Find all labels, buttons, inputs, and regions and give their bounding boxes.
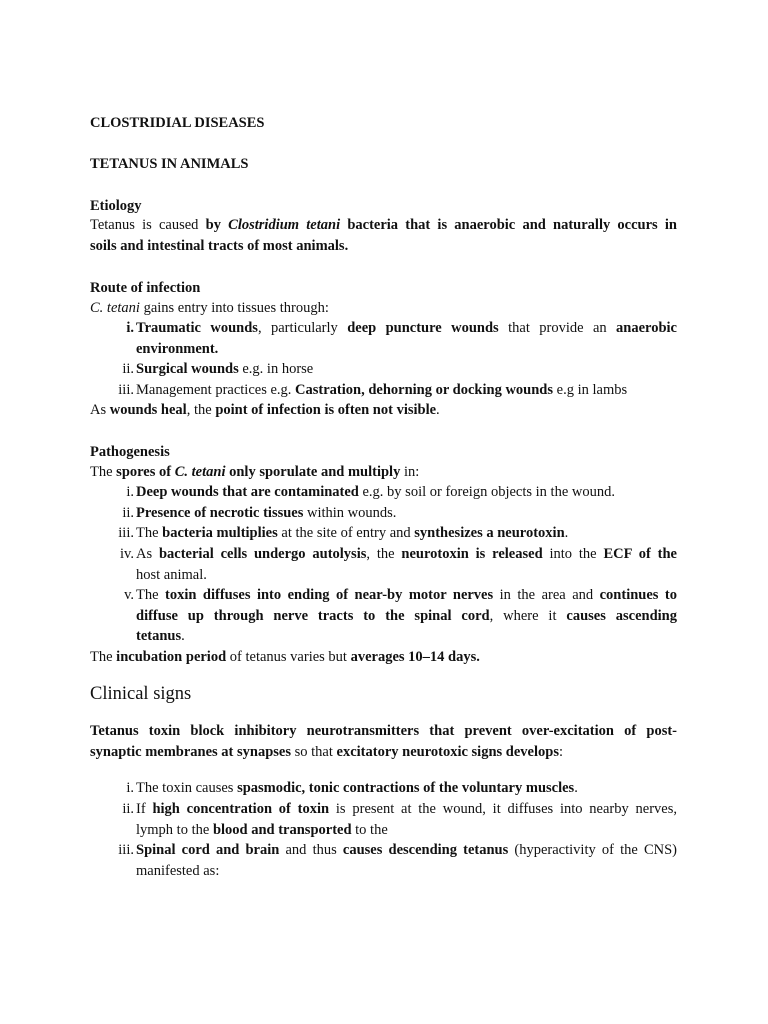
- list-item: iii. Spinal cord and brain and thus causes descending tetanus (hyperactivity of the CNS) manifested as:: [118, 842, 677, 879]
- pathogenesis-heading: Pathogenesis: [90, 444, 170, 460]
- clinical-signs-heading: Clinical signs: [90, 684, 192, 704]
- route-heading: Route of infection: [90, 280, 201, 296]
- route-closing: As wounds heal, the point of infection is often not visible.: [90, 402, 440, 418]
- list-item: iii. The bacteria multiplies at the site of entry and synthesizes a neurotoxin.: [118, 525, 569, 541]
- route-intro: C. tetani gains entry into tissues through:: [90, 300, 329, 316]
- pathogenesis-intro: The spores of C. tetani only sporulate and multiply in:: [90, 464, 420, 480]
- etiology-paragraph: Tetanus is caused by Clostridium tetani bacteria that is anaerobic and naturally occurs in soils and intestinal tracts of most animals.: [90, 217, 677, 254]
- list-item: iii. Management practices e.g. Castration, dehorning or docking wounds e.g in lambs: [118, 382, 628, 398]
- list-item: i. Deep wounds that are contaminated e.g. by soil or foreign objects in the wound.: [126, 484, 615, 500]
- document-title: CLOSTRIDIAL DISEASES: [90, 115, 265, 131]
- list-item: ii. If high concentration of toxin is present at the wound, it diffuses into nearby nerves, lymph to the blood and transported to the: [122, 801, 677, 838]
- list-item: iv. As bacterial cells undergo autolysis, the neurotoxin is released into the ECF of the host animal.: [120, 546, 677, 583]
- clinical-intro: Tetanus toxin block inhibitory neurotransmitters that prevent over-excitation of post- synaptic membranes at synapses so that excitatory neurotoxic signs develops:: [90, 723, 677, 760]
- list-item: i. Traumatic wounds, particularly deep puncture wounds that provide an anaerobic environment.: [126, 320, 677, 357]
- pathogenesis-closing: The incubation period of tetanus varies but averages 10–14 days.: [90, 649, 480, 665]
- list-item: ii. Surgical wounds e.g. in horse: [122, 361, 314, 377]
- list-item: ii. Presence of necrotic tissues within wounds.: [122, 505, 397, 521]
- list-item: i. The toxin causes spasmodic, tonic contractions of the voluntary muscles.: [126, 780, 578, 796]
- list-item: v. The toxin diffuses into ending of near-by motor nerves in the area and continues to diffuse up through nerve tracts to the spinal cord, where it causes ascending tetanus.: [124, 587, 677, 644]
- document-subtitle: TETANUS IN ANIMALS: [90, 156, 249, 172]
- etiology-heading: Etiology: [90, 198, 142, 214]
